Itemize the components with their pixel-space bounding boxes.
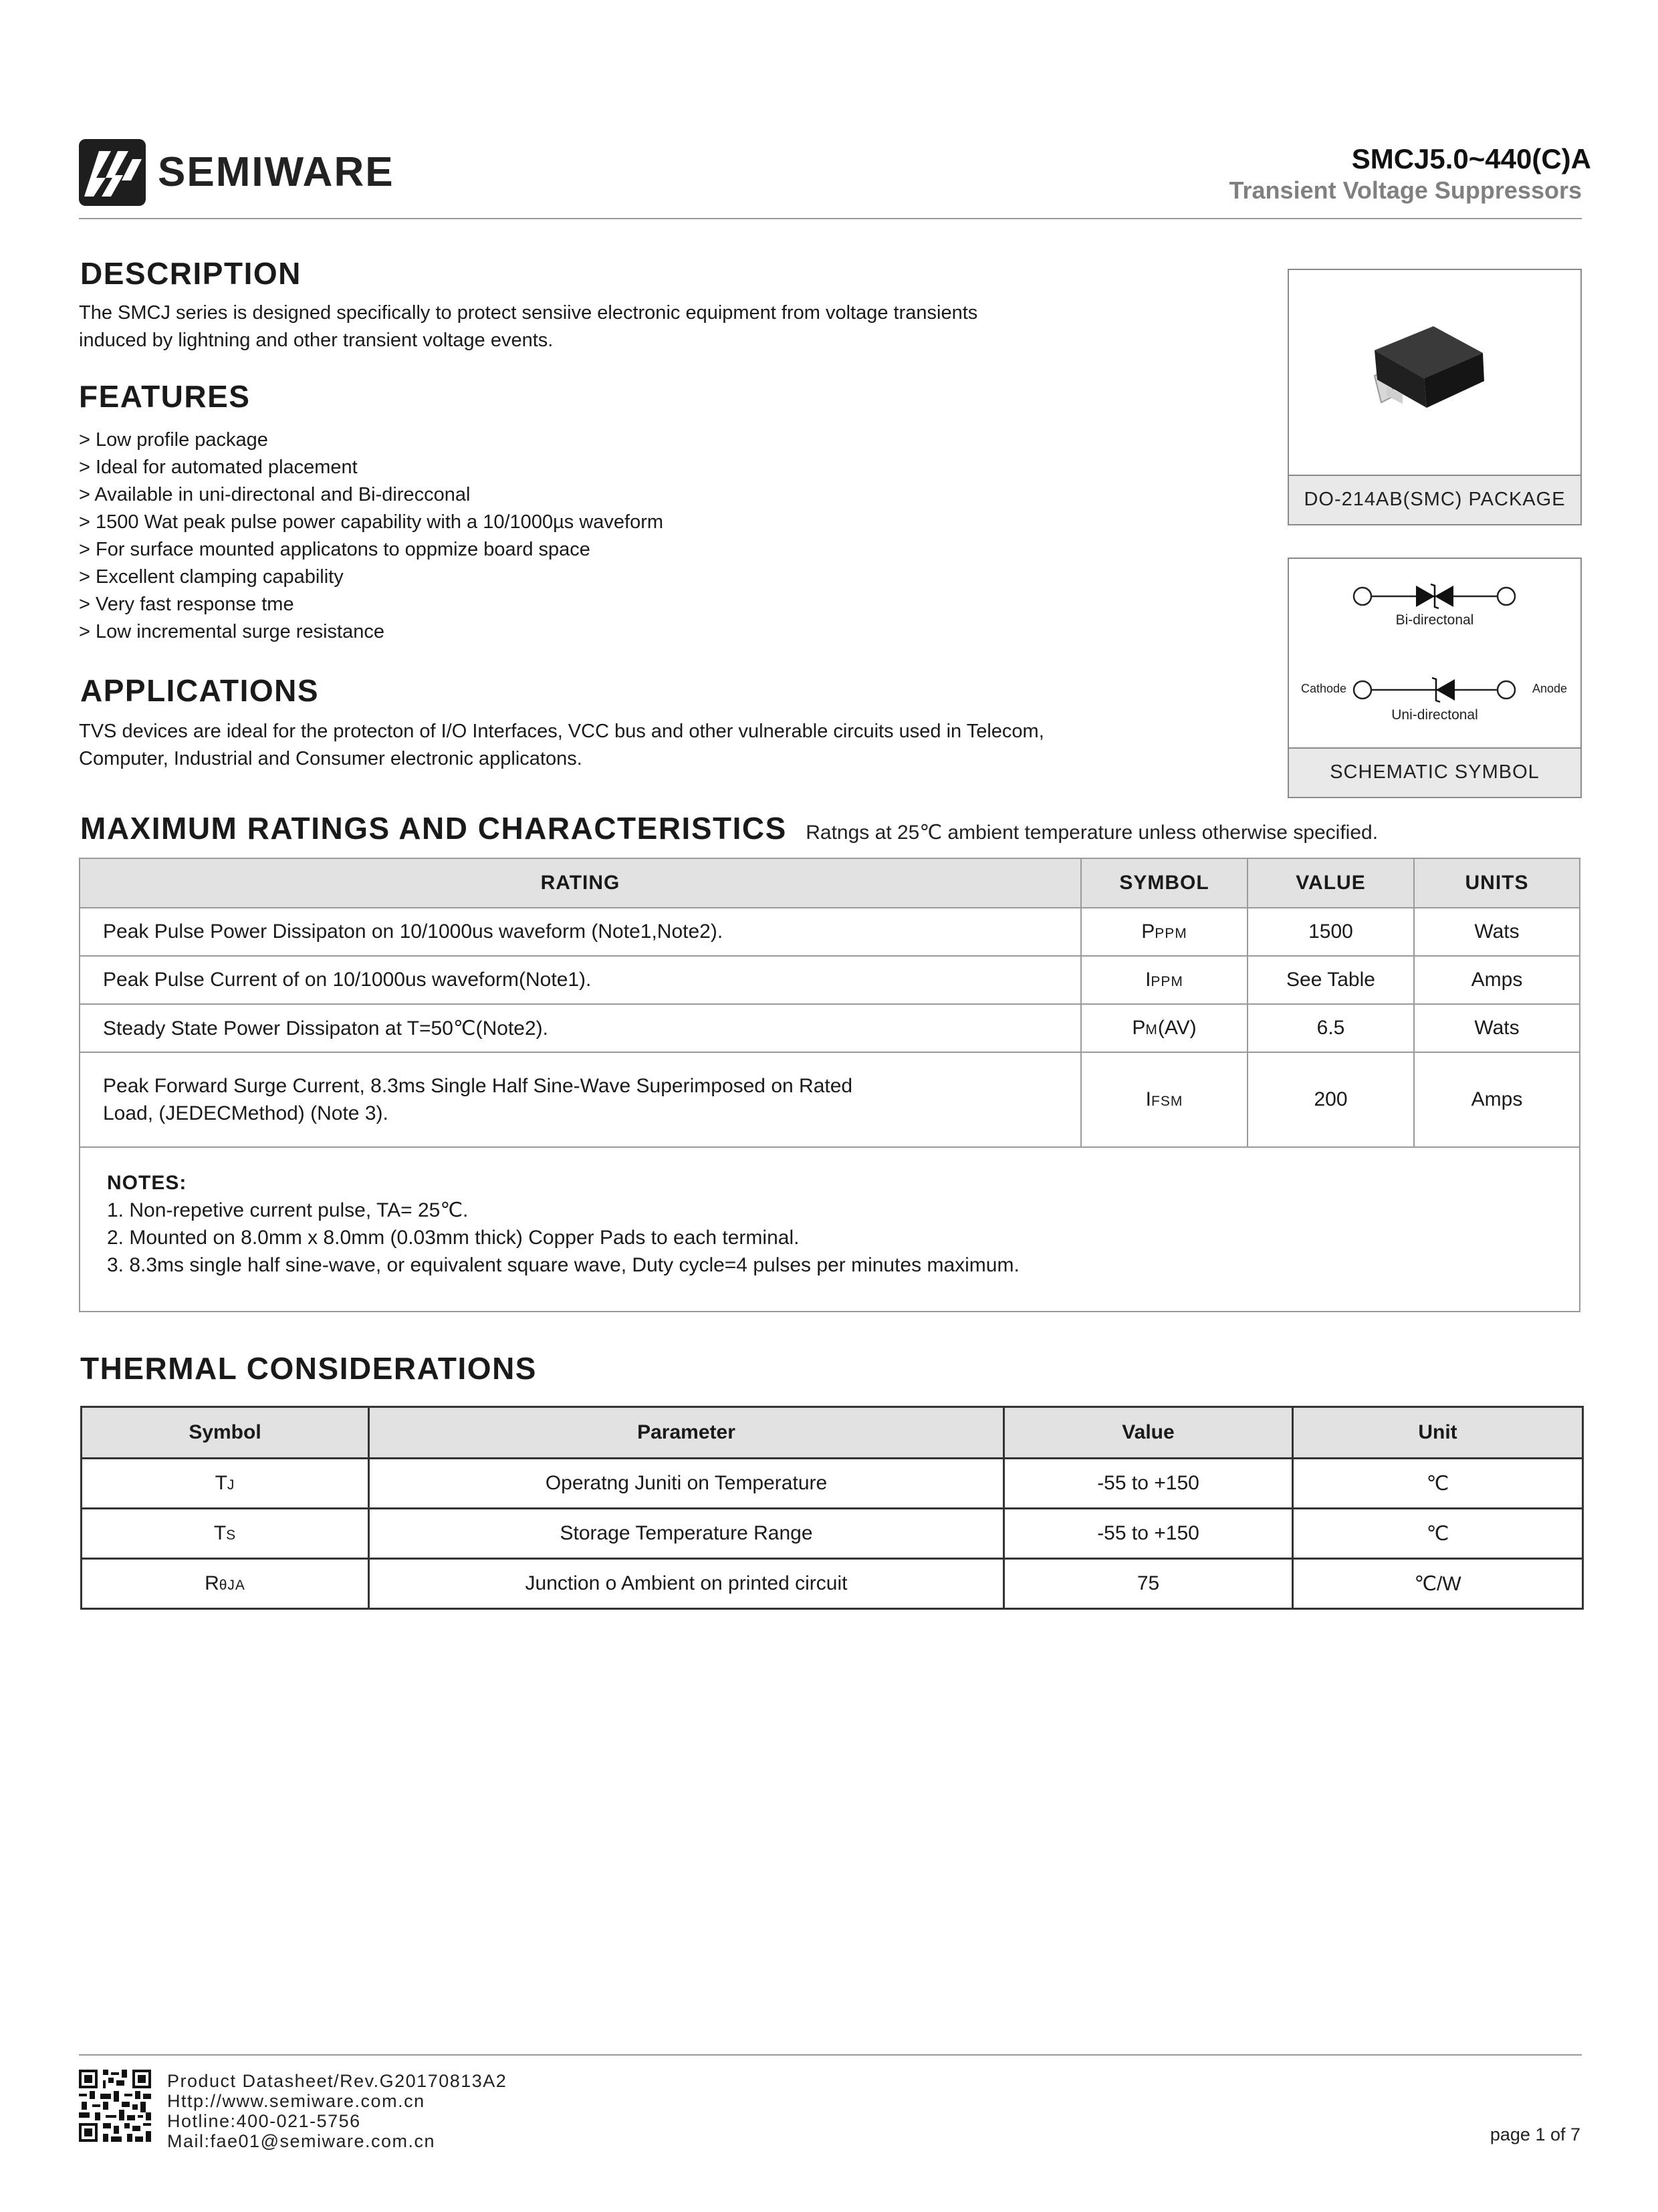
thermal-parameter-cell: Junction o Ambient on printed circuit <box>369 1559 1004 1609</box>
note-item: 2. Mounted on 8.0mm x 8.0mm (0.03mm thick) Copper Pads to each terminal. <box>107 1227 800 1249</box>
symbol-sub: M <box>1145 1022 1158 1037</box>
ratings-row <box>80 956 1580 1004</box>
part-subtitle: Transient Voltage Suppressors <box>1229 176 1582 204</box>
package-caption: DO-214AB(SMC) PACKAGE <box>1289 475 1580 524</box>
symbol-cell <box>1081 956 1248 1004</box>
bi-directional-symbol-icon <box>1354 584 1515 608</box>
thermal-header-parameter: Parameter <box>369 1407 1004 1459</box>
features-title: FEATURES <box>79 379 251 414</box>
page-number: page 1 of 7 <box>1490 2124 1580 2144</box>
thermal-row <box>82 1509 1583 1559</box>
description-text <box>79 299 977 354</box>
thermal-row <box>82 1459 1583 1509</box>
schematic-box <box>1288 558 1582 798</box>
ratings-header-row <box>80 858 1580 908</box>
thermal-symbol-cell <box>82 1559 369 1609</box>
unit-cell: Wats <box>1414 1004 1580 1052</box>
feature-item: > Low incremental surge resistance <box>79 621 384 642</box>
thermal-unit-cell: ℃/W <box>1293 1559 1583 1609</box>
qr-code <box>79 2070 151 2145</box>
header-divider <box>79 218 1582 219</box>
ratings-header-symbol: SYMBOL <box>1081 858 1248 908</box>
rating-line: Peak Forward Surge Current, 8.3ms Single Half Sine-Wave Superimposed on Rated <box>103 1075 853 1097</box>
applications-line: TVS devices are ideal for the protecton of I/O Interfaces, VCC bus and other vulnerable circuits used in Telecom, <box>79 721 1044 742</box>
thermal-parameter-cell: Storage Temperature Range <box>369 1509 1004 1559</box>
feature-item: > Low profile package <box>79 429 268 451</box>
thermal-title: THERMAL CONSIDERATIONS <box>80 1351 537 1386</box>
thermal-parameter-cell: Operatng Juniti on Temperature <box>369 1459 1004 1509</box>
symbol-main: P <box>1141 920 1155 943</box>
rating-line: Load, (JEDECMethod) (Note 3). <box>103 1102 388 1124</box>
cathode-label: Cathode <box>1301 682 1347 695</box>
symbol-main: I <box>1145 969 1151 991</box>
rating-cell: Peak Pulse Current of on 10/1000us waveform(Note1). <box>80 956 1081 1004</box>
notes-row <box>80 1147 1580 1312</box>
symbol-cell <box>1081 908 1248 956</box>
anode-label: Anode <box>1532 682 1567 695</box>
description-title: DESCRIPTION <box>80 256 302 291</box>
applications-line: Computer, Industrial and Consumer electronic applicatons. <box>79 748 582 769</box>
symbol-sub: S <box>226 1527 237 1543</box>
description-line: The SMCJ series is designed specifically to protect sensiive electronic equipment from voltage transients <box>79 302 978 324</box>
symbol-sub: PPM <box>1151 974 1183 989</box>
applications-text <box>79 718 1044 773</box>
symbol-main: T <box>215 1472 227 1494</box>
symbol-sub: FSM <box>1151 1094 1183 1109</box>
brand-logo <box>79 139 146 209</box>
notes-title: NOTES: <box>107 1172 187 1194</box>
qr-code-icon <box>79 2070 151 2142</box>
unit-cell: Amps <box>1414 956 1580 1004</box>
thermal-value-cell: 75 <box>1004 1559 1293 1609</box>
ratings-header-units: UNITS <box>1414 858 1580 908</box>
symbol-main: P <box>1132 1017 1146 1039</box>
thermal-value-cell: -55 to +150 <box>1004 1509 1293 1559</box>
unit-cell: Wats <box>1414 908 1580 956</box>
symbol-cell <box>1081 1004 1248 1052</box>
thermal-symbol-cell <box>82 1509 369 1559</box>
rating-cell: Peak Pulse Power Dissipaton on 10/1000us waveform (Note1,Note2). <box>80 908 1081 956</box>
unit-cell: Amps <box>1414 1052 1580 1147</box>
schematic-caption: SCHEMATIC SYMBOL <box>1289 747 1580 797</box>
applications-title: APPLICATIONS <box>80 673 320 708</box>
symbol-sub: PPM <box>1155 926 1187 941</box>
feature-item: > Excellent clamping capability <box>79 566 344 588</box>
thermal-unit-cell: ℃ <box>1293 1459 1583 1509</box>
footer-line-mail: Mail:fae01@semiware.com.cn <box>167 2131 436 2151</box>
thermal-unit-cell: ℃ <box>1293 1509 1583 1559</box>
thermal-value-cell: -55 to +150 <box>1004 1459 1293 1509</box>
uni-directional-symbol-icon <box>1354 678 1515 702</box>
feature-item: > Available in uni-directonal and Bi-direcconal <box>79 484 471 505</box>
semiware-logo-icon <box>79 139 146 206</box>
rating-cell: Steady State Power Dissipaton at T=50℃(Note2). <box>80 1004 1081 1052</box>
bi-directional-label: Bi-directonal <box>1395 612 1474 628</box>
note-item: 3. 8.3ms single half sine-wave, or equivalent square wave, Duty cycle=4 pulses per minutes maximum. <box>107 1254 1020 1276</box>
value-cell: See Table <box>1248 956 1414 1004</box>
thermal-row <box>82 1559 1583 1609</box>
value-cell: 200 <box>1248 1052 1414 1147</box>
feature-item: > Ideal for automated placement <box>79 457 358 478</box>
description-line: induced by lightning and other transient voltage events. <box>79 330 554 351</box>
part-number: SMCJ5.0~440(C)A <box>1351 143 1591 174</box>
thermal-symbol-cell <box>82 1459 369 1509</box>
feature-item: > Very fast response tme <box>79 594 294 615</box>
value-cell: 6.5 <box>1248 1004 1414 1052</box>
max-ratings-condition: Ratngs at 25℃ ambient temperature unless otherwise specified. <box>806 822 1379 844</box>
brand-name: SEMIWARE <box>158 149 394 195</box>
feature-item: > 1500 Wat peak pulse power capability with a 10/1000µs waveform <box>79 511 664 533</box>
symbol-sub: J <box>227 1477 235 1493</box>
footer-line-hotline: Hotline:400-021-5756 <box>167 2111 361 2131</box>
max-ratings-heading <box>80 810 1378 846</box>
thermal-header-value: Value <box>1004 1407 1293 1459</box>
ratings-row <box>80 908 1580 956</box>
symbol-tail: (AV) <box>1157 1017 1197 1039</box>
symbol-main: R <box>205 1572 219 1594</box>
symbol-cell <box>1081 1052 1248 1147</box>
thermal-header-symbol: Symbol <box>82 1407 369 1459</box>
thermal-table <box>80 1406 1584 1610</box>
value-cell: 1500 <box>1248 908 1414 956</box>
footer-info <box>167 2071 507 2151</box>
notes-cell <box>80 1147 1580 1312</box>
ratings-table <box>79 858 1580 1312</box>
symbol-main: I <box>1145 1088 1151 1110</box>
footer-line-website: Http://www.semiware.com.cn <box>167 2091 425 2111</box>
max-ratings-title: MAXIMUM RATINGS AND CHARACTERISTICS <box>80 811 787 846</box>
note-item: 1. Non-repetive current pulse, TA= 25℃. <box>107 1199 469 1221</box>
ratings-row <box>80 1004 1580 1052</box>
feature-item: > For surface mounted applicatons to oppmize board space <box>79 539 590 560</box>
features-list <box>79 426 663 646</box>
smc-package-icon <box>1289 270 1580 475</box>
ratings-header-value: VALUE <box>1248 858 1414 908</box>
symbol-sub: θJA <box>219 1578 245 1593</box>
package-box <box>1288 269 1582 525</box>
thermal-header-row <box>82 1407 1583 1459</box>
thermal-header-unit: Unit <box>1293 1407 1583 1459</box>
footer-line-datasheet: Product Datasheet/Rev.G20170813A2 <box>167 2071 507 2091</box>
rating-cell <box>80 1052 1081 1147</box>
ratings-header-rating: RATING <box>80 858 1081 908</box>
uni-directional-label: Uni-directonal <box>1391 707 1478 723</box>
ratings-row <box>80 1052 1580 1147</box>
footer-divider <box>79 2054 1582 2056</box>
symbol-main: T <box>213 1522 227 1544</box>
